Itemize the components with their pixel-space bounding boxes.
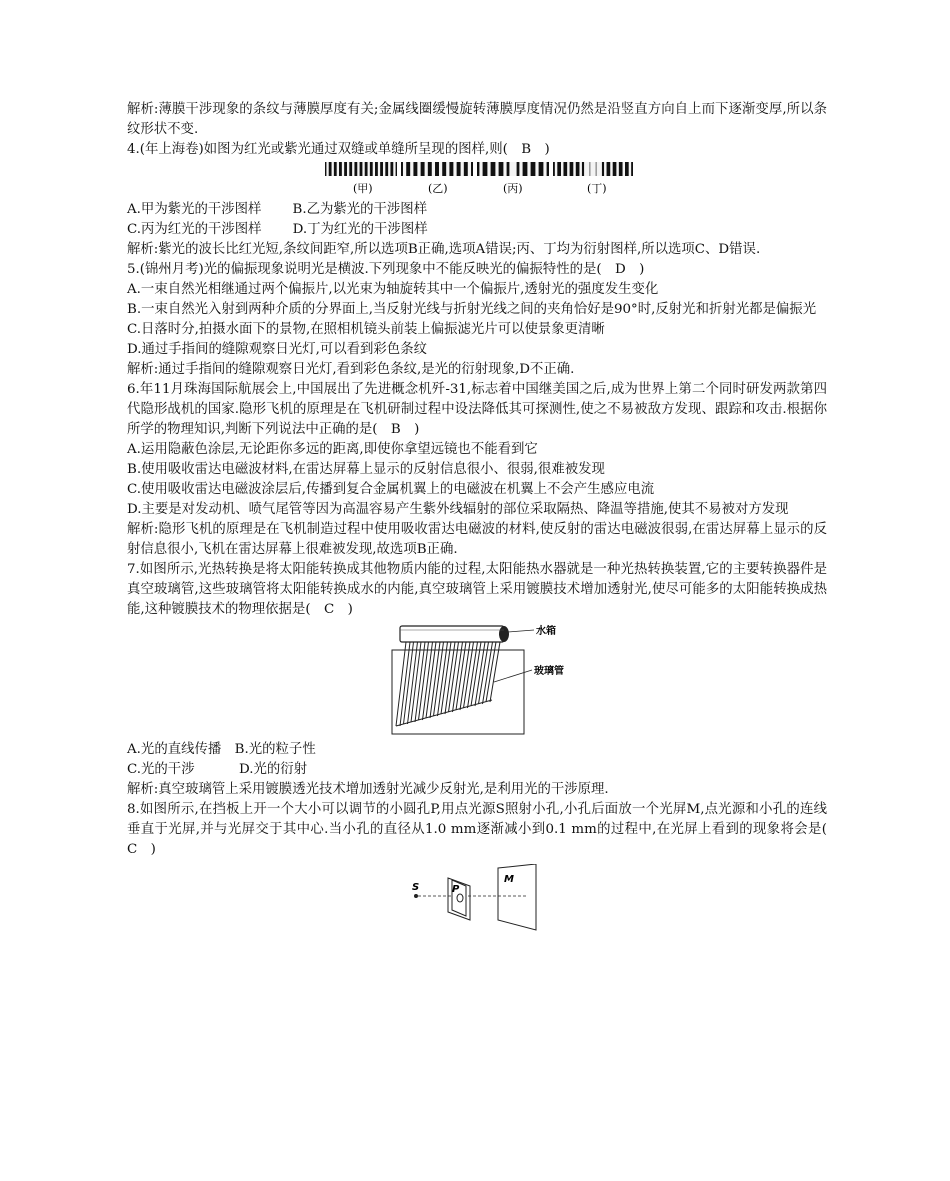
fringe-bright-band (543, 162, 546, 176)
fringe-bright-band (453, 162, 456, 176)
fringe-patterns (325, 160, 635, 200)
q4-fringe-figure (127, 160, 827, 200)
fringe-bright-band (393, 162, 395, 176)
q5-stem: 5.(锦州月考)光的偏振现象说明光是横波.下列现象中不能反映光的偏振特性的是( D ) (127, 262, 645, 277)
q5-option-b: B.一束自然光入射到两种介质的分界面上,当反射光线与折射光线之间的夹角恰好是90°时,反射光和折射光都是偏振光 (127, 302, 817, 317)
solar-water-heater-figure (127, 622, 827, 740)
fringe-bright-band (616, 162, 618, 176)
label-screen-m: M (504, 874, 514, 885)
fringe-bright-band (495, 162, 498, 176)
fringe-bright-band (527, 162, 530, 176)
aperture-drawing (402, 864, 562, 934)
fringe-bright-band (347, 162, 349, 176)
q5-option-a: A.一束自然光相继通过两个偏振片,以光束为轴旋转其中一个偏振片,透射光的强度发生变化 (127, 282, 659, 297)
fringe-bright-band (623, 162, 625, 176)
q7-option-line-2: C.光的干涉 D.光的衍射 (127, 762, 308, 777)
fringe-bright-band (357, 162, 359, 176)
fringe-bright-band (432, 162, 435, 176)
fringe-bright-band (487, 162, 490, 176)
fringe-bright-band (555, 162, 557, 176)
fringe-bright-band (446, 162, 449, 176)
fringe-bright-band (584, 162, 590, 176)
fringe-bright-band (342, 162, 344, 176)
fringe-bright-band (579, 162, 581, 176)
fringe-bright-band (425, 162, 428, 176)
q7-analysis: 解析:真空玻璃管上采用镀膜透光技术增加透射光减少反射光,是利用光的干涉原理. (127, 782, 609, 797)
fringe-bright-band (604, 162, 606, 176)
fringe-label-yi: (乙) (428, 182, 448, 195)
fringe-bright-band (362, 162, 364, 176)
fringe-bright-band (503, 162, 506, 176)
q6-option-c: C.使用吸收雷达电磁波涂层后,传播到复合金属机翼上的电磁波在机翼上不会产生感应电流 (127, 482, 655, 497)
fringe-bright-band (410, 162, 413, 176)
q7-stem: 7.如图所示,光热转换是将太阳能转换成其他物质内能的过程,太阳能热水器就是一种光热转换装置,它的主要转换器件是真空玻璃管,这些玻璃管将太阳能转换成水的内能,真空玻璃管上采用镀膜技术增加透射光,使尽可能多的太阳能转换成热能,这种镀膜技术的物理依据是( C ) (127, 562, 827, 617)
q6-option-d: D.主要是对发动机、喷气尾管等因为高温容易产生紫外线辐射的部位采取隔热、降温等措施,使其不易被对方发现 (127, 502, 789, 517)
fringe-bright-band (590, 162, 596, 176)
q4-option-line-2: C.丙为红光的干涉图样 D.丁为红光的干涉图样 (127, 222, 428, 237)
fringe-panel (325, 162, 397, 176)
q4-option-line-1: A.甲为紫光的干涉图样 B.乙为紫光的干涉图样 (127, 202, 428, 217)
q6-stem: 6.年11月珠海国际航展会上,中国展出了先进概念机歼-31,标志着中国继美国之后,成为世界上第二个同时研发两款第四代隐形战机的国家.隐形飞机的原理是在飞机研制过程中设法降低其可探测性,使之不易被敌方发现、跟踪和攻击.根据你所学的物理知识,判断下列说法中正确的是( B ) (127, 382, 827, 437)
fringe-bright-band (468, 162, 471, 176)
label-point-source: S (412, 882, 420, 893)
fringe-bright-band (417, 162, 420, 176)
q8-stem: 8.如图所示,在挡板上开一个大小可以调节的小圆孔P,用点光源S照射小孔,小孔后面放一个光屏M,点光源和小孔的连线垂直于光屏,并与光屏交于其中心.当小孔的直径从1.0 mm逐渐减小到0.1 mm的过程中,在光屏上看到的现象将会是( C ) (127, 802, 841, 857)
fringe-bright-band (373, 162, 375, 176)
fringe-bright-band (378, 162, 380, 176)
fringe-bright-band (596, 162, 602, 176)
fringe-bright-band (573, 162, 575, 176)
fringe-label-bing: (丙) (503, 182, 523, 195)
fringe-bright-band (352, 162, 354, 176)
fringe-bright-band (403, 162, 406, 176)
fringe-bright-band (509, 162, 516, 176)
fringe-bright-band (326, 162, 328, 176)
fringe-bright-band (561, 162, 563, 176)
fringe-bright-band (629, 162, 631, 176)
q5-option-c: C.日落时分,拍摄水面下的景物,在照相机镜头前装上偏振滤光片可以使景象更清晰 (127, 322, 605, 337)
fringe-bright-band (519, 162, 522, 176)
fringe-bright-band (337, 162, 339, 176)
label-glass-tube: 玻璃管 (534, 666, 564, 677)
label-water-tank: 水箱 (536, 626, 556, 637)
fringe-bright-band (388, 162, 390, 176)
q7-option-line-1: A.光的直线传播 B.光的粒子性 (127, 742, 316, 757)
q5-analysis: 解析:通过手指间的缝隙观察日光灯,看到彩色条纹,是光的衍射现象,D不正确. (127, 362, 575, 377)
q5-option-d: D.通过手指间的缝隙观察日光灯,可以看到彩色条纹 (127, 342, 427, 357)
fringe-label-ding: (丁) (587, 182, 607, 195)
q4-stem: 4.(年上海卷)如图为红光或紫光通过双缝或单缝所呈现的图样,则( B ) (127, 142, 550, 157)
q4-analysis: 解析:紫光的波长比红光短,条纹间距窄,所以选项B正确,选项A错误;丙、丁均为衍射图样,所以选项C、D错误. (127, 242, 761, 257)
fringe-bright-band (479, 162, 482, 176)
fringe-bright-band (567, 162, 569, 176)
aperture-screen-figure (127, 864, 827, 934)
q6-option-a: A.运用隐蔽色涂层,无论距你多远的距离,即使你拿望远镜也不能看到它 (127, 442, 538, 457)
label-hole-p: P (452, 884, 460, 895)
fringe-bright-band (535, 162, 538, 176)
fringe-bright-band (439, 162, 442, 176)
fringe-bright-band (383, 162, 385, 176)
fringe-bright-band (461, 162, 464, 176)
fringe-bright-band (610, 162, 612, 176)
q6-option-b: B.使用吸收雷达电磁波材料,在雷达屏幕上显示的反射信息很小、很弱,很难被发现 (127, 462, 605, 477)
fringe-label-jia: (甲) (353, 182, 373, 195)
document-content (127, 100, 841, 934)
q6-analysis: 解析:隐形飞机的原理是在飞机制造过程中使用吸收雷达电磁波的材料,使反射的雷达电磁波很弱,在雷达屏幕上显示的反射信息很小,飞机在雷达屏幕上很难被发现,故选项B正确. (127, 522, 827, 557)
fringe-bright-band (368, 162, 370, 176)
solar-heater-drawing (382, 622, 582, 740)
fringe-bright-band (332, 162, 334, 176)
q3-analysis: 解析:薄膜干涉现象的条纹与薄膜厚度有关;金属线圈缓慢旋转薄膜厚度情况仍然是沿竖直方向自上而下逐渐变厚,所以条纹形状不变. (127, 102, 827, 137)
